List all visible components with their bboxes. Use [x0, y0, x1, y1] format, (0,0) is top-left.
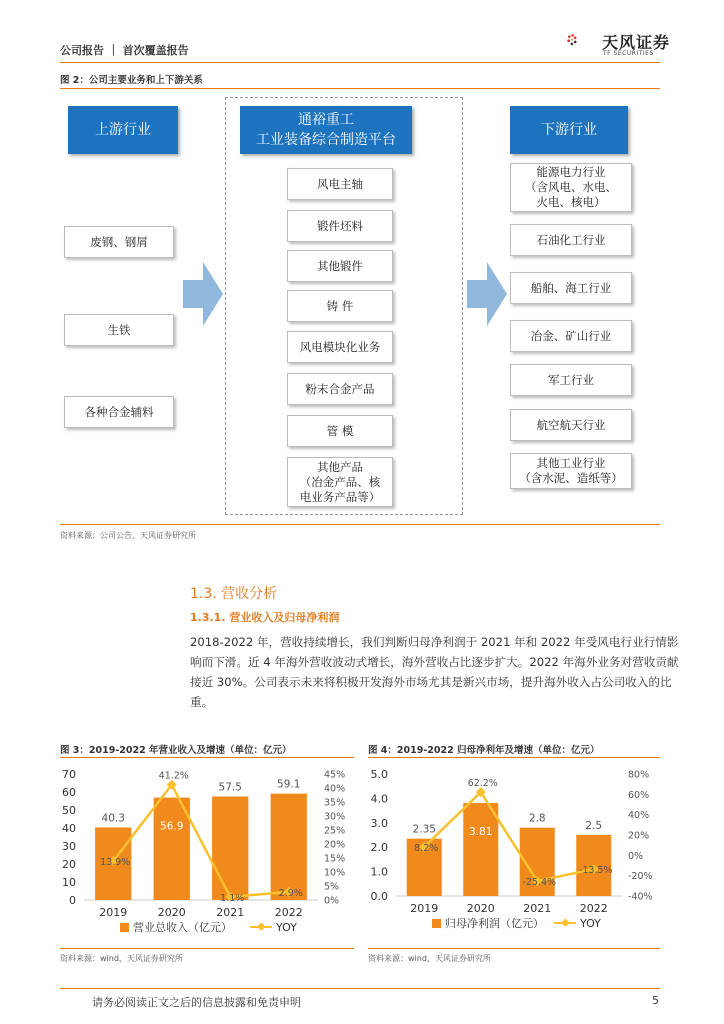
right-arrow-icon	[467, 262, 507, 326]
page-number: 5	[652, 994, 659, 1007]
yoy-line	[424, 792, 594, 881]
legend-marker	[561, 918, 569, 926]
y-tick-label: 10	[62, 876, 76, 889]
y2-tick-label: 20%	[628, 830, 650, 842]
y2-tick-label: 35%	[324, 797, 346, 809]
footer-rule	[60, 988, 660, 989]
y-tick-label: 50	[62, 804, 76, 817]
figure-2-top-rule	[60, 88, 660, 89]
x-tick-label: 2021	[523, 902, 552, 915]
figure-3-bottom-rule	[60, 948, 354, 949]
subsection-heading: 1.3.1. 营业收入及归母净利润	[190, 611, 340, 624]
y2-tick-label: 15%	[324, 853, 346, 865]
legend-label: 归母净利润（亿元）	[445, 917, 544, 930]
y2-tick-label: 40%	[628, 810, 650, 822]
x-tick-label: 2022	[274, 906, 303, 919]
y2-tick-label: 30%	[324, 811, 346, 823]
downstream-item: 石油化工行业	[510, 224, 632, 256]
upstream-item: 各种合金辅料	[64, 396, 174, 428]
revenue-chart	[56, 760, 356, 940]
product-item: 其他产品 （冶金产品、核 电业务产品等）	[287, 457, 393, 507]
right-arrow-icon	[183, 262, 223, 326]
figure-4-bottom-rule	[368, 948, 660, 949]
figure-3-top-rule	[60, 757, 354, 758]
upstream-header: 上游行业	[68, 106, 178, 154]
legend-swatch-bar	[120, 923, 129, 932]
logo-text: 天风证券	[602, 33, 671, 52]
y-tick-label: 70	[62, 768, 76, 781]
y2-tick-label: 40%	[324, 783, 346, 795]
bar-data-label: 2.8	[528, 812, 546, 825]
bar	[463, 803, 498, 896]
y-tick-label: 30	[62, 840, 76, 853]
y-tick-label: 20	[62, 858, 76, 871]
legend-swatch-bar	[432, 919, 441, 928]
figure-2-title: 图 2：公司主要业务和上下游关系	[60, 75, 203, 86]
y-tick-label: 1.0	[370, 865, 388, 879]
downstream-header: 下游行业	[510, 106, 628, 154]
downstream-item: 能源电力行业 （含风电、水电、 火电、核电）	[510, 163, 632, 212]
bar-data-label: 2.5	[585, 820, 603, 832]
y2-tick-label: 80%	[628, 769, 650, 781]
downstream-item: 航空航天行业	[510, 409, 632, 441]
yoy-data-label: -13.5%	[578, 865, 613, 877]
product-item: 管 模	[287, 415, 393, 447]
y-tick-label: 40	[62, 822, 76, 835]
body-paragraph: 2018-2022 年，营收持续增长，我们判断归母净利润于 2021 年和 2022 年受风电行业行情影响而下滑。近 4 年海外营收波动式增长，海外营收占比逐步扩大。2022 年海外业务对营收贡献接近 30%。公司表示未来将积极开发海外市场尤其是新兴市场，提升海外收入占公司收入的比重。	[190, 635, 679, 709]
y-tick-label: 2.0	[370, 841, 388, 855]
bar-data-label: 40.3	[101, 812, 125, 825]
y-tick-label: 0.0	[370, 890, 388, 903]
legend-marker	[257, 922, 265, 930]
downstream-item: 其他工业行业 （含水泥、造纸等）	[510, 453, 632, 489]
yoy-data-label: 8.2%	[414, 842, 439, 854]
yoy-data-label: 2.9%	[278, 887, 303, 899]
figure-3-source: 资料来源：wind、天风证券研究所	[60, 954, 183, 963]
section-heading: 1.3. 营收分析	[190, 586, 278, 602]
y2-tick-label: 10%	[324, 867, 346, 879]
bar-data-label: 56.9	[160, 820, 184, 833]
y-tick-label: 3.0	[370, 816, 388, 830]
product-item: 铸 件	[287, 290, 393, 322]
yoy-data-label: 13.9%	[100, 857, 131, 869]
bar-data-label: 59.1	[277, 778, 301, 791]
y2-tick-label: 25%	[324, 825, 346, 837]
product-item: 粉末合金产品	[287, 373, 393, 405]
x-tick-label: 2021	[216, 906, 245, 919]
y2-tick-label: 5%	[324, 881, 340, 893]
yoy-line	[113, 785, 289, 897]
report-type-label: 公司报告 ｜ 首次覆盖报告	[60, 44, 189, 57]
bar-data-label: 3.81	[469, 826, 493, 839]
yoy-data-label: 62.2%	[467, 778, 498, 790]
product-item: 锻件坯料	[287, 210, 393, 242]
downstream-item: 军工行业	[510, 364, 632, 396]
x-tick-label: 2022	[579, 902, 608, 915]
net-profit-chart	[364, 760, 664, 940]
product-item: 其他锻件	[287, 250, 393, 282]
figure-4-title: 图 4：2019-2022 归母净利年及增速（单位：亿元）	[368, 745, 600, 756]
downstream-item: 冶金、矿山行业	[510, 320, 632, 352]
tf-logo-icon	[566, 20, 602, 60]
y-tick-label: 60	[62, 786, 76, 799]
y2-tick-label: -40%	[628, 891, 653, 903]
upstream-item: 生铁	[64, 314, 174, 346]
bar-data-label: 2.35	[412, 823, 436, 836]
logo-text-en: TF SECURITIES	[603, 50, 654, 57]
downstream-item: 船舶、海工行业	[510, 272, 632, 304]
bar	[154, 798, 190, 900]
y2-tick-label: 0%	[324, 895, 340, 907]
y2-tick-label: 0%	[628, 850, 644, 862]
x-tick-label: 2019	[99, 906, 128, 919]
x-tick-label: 2020	[466, 902, 495, 915]
legend-label: YOY	[276, 921, 297, 934]
figure-4-top-rule	[368, 757, 660, 758]
header-rule	[60, 62, 660, 63]
y-tick-label: 4.0	[370, 792, 388, 806]
product-item: 风电模块化业务	[287, 331, 393, 363]
y2-tick-label: 60%	[628, 789, 650, 801]
platform-header: 通裕重工 工业装备综合制造平台	[240, 106, 412, 154]
bar-data-label: 57.5	[218, 781, 242, 794]
legend-label: YOY	[580, 917, 601, 930]
yoy-data-label: 41.2%	[158, 770, 189, 782]
figure-4-source: 资料来源：wind、天风证券研究所	[368, 954, 491, 963]
upstream-item: 废钢、钢屑	[64, 226, 174, 258]
x-tick-label: 2019	[410, 902, 439, 915]
legend-label: 营业总收入（亿元）	[133, 921, 232, 934]
y2-tick-label: 45%	[324, 769, 346, 781]
y-tick-label: 0	[69, 894, 76, 907]
x-tick-label: 2020	[157, 906, 186, 919]
figure-2-bottom-rule	[60, 524, 660, 525]
product-item: 风电主轴	[287, 168, 393, 200]
figure-3-title: 图 3：2019-2022 年营业收入及增速（单位：亿元）	[60, 745, 292, 756]
yoy-data-label: -25.4%	[522, 877, 557, 889]
disclaimer-notice: 请务必阅读正文之后的信息披露和免责申明	[92, 996, 301, 1009]
bar	[271, 794, 307, 900]
yoy-data-label: 1.1%	[220, 892, 245, 904]
y2-tick-label: -20%	[628, 871, 653, 883]
y2-tick-label: 20%	[324, 839, 346, 851]
y-tick-label: 5.0	[370, 768, 388, 781]
bar	[212, 797, 248, 901]
figure-2-source: 资料来源：公司公告、天风证券研究所	[60, 531, 196, 540]
